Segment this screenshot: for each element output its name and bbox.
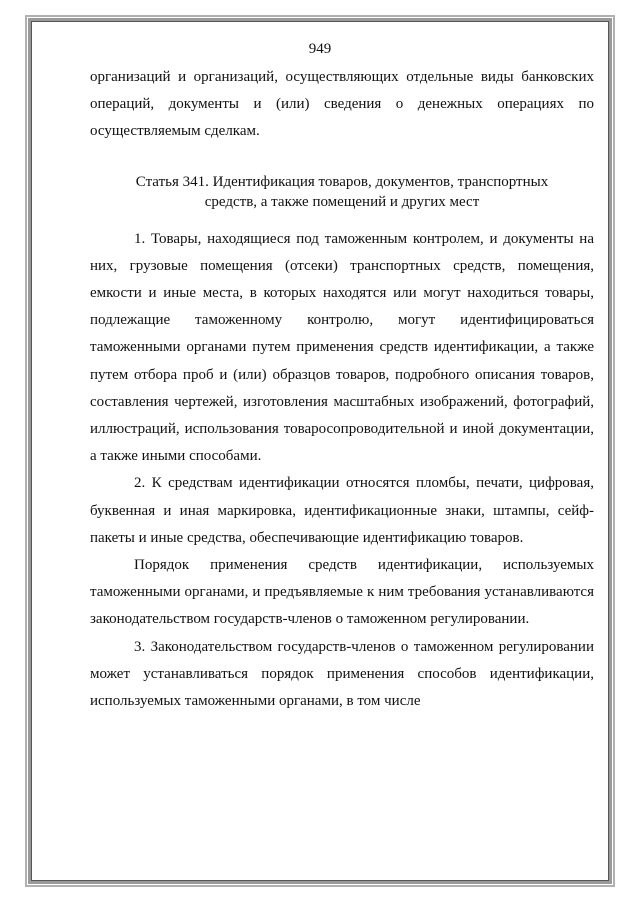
page-number: 949 <box>308 41 332 57</box>
article-heading-line-2: средств, а также помещений и других мест <box>204 193 480 210</box>
article-heading-line-1: Статья 341. Идентификация товаров, документов, транспортных <box>135 173 549 190</box>
paragraph-continuation: организаций и организаций, осуществляющих отдельные виды банковских операций, документы и (или) сведения о денежных операциях по осуществляемым сделкам. <box>90 69 594 140</box>
paragraph-4: 3. Законодательством государств-членов о таможенном регулировании может устанавливаться порядок применения способов идентификации, используемых таможенными органами, в том числе <box>90 638 594 710</box>
paragraph-1: 1. Товары, находящиеся под таможенным контролем, и документы на них, грузовые помещения (отсеки) транспортных средств, помещения, емкости и иные места, в которых находятся или могут находиться товары, подлежащие таможенному контролю, могут идентифицироваться таможенными органами путем применения средств идентификации, а также путем отбора проб и (или) образцов товаров, подробного описания товаров, составления чертежей, изготовления масштабных изображений, фотографий, иллюстраций, использования товаросопроводительной и иной документации, а также иными способами. <box>90 230 594 465</box>
article-heading <box>90 172 594 212</box>
paragraph-3: Порядок применения средств идентификации, используемых таможенными органами, и предъявляемые к ним требования устанавливаются законодательством государств-членов о таможенном регулировании. <box>90 557 594 628</box>
paragraph-2: 2. К средствам идентификации относятся пломбы, печати, цифровая, буквенная и иная маркировка, идентификационные знаки, штампы, сейф-пакеты и иные средства, обеспечивающие идентификацию товаров. <box>90 475 594 546</box>
document-body <box>90 64 594 715</box>
page-frame <box>31 21 609 881</box>
